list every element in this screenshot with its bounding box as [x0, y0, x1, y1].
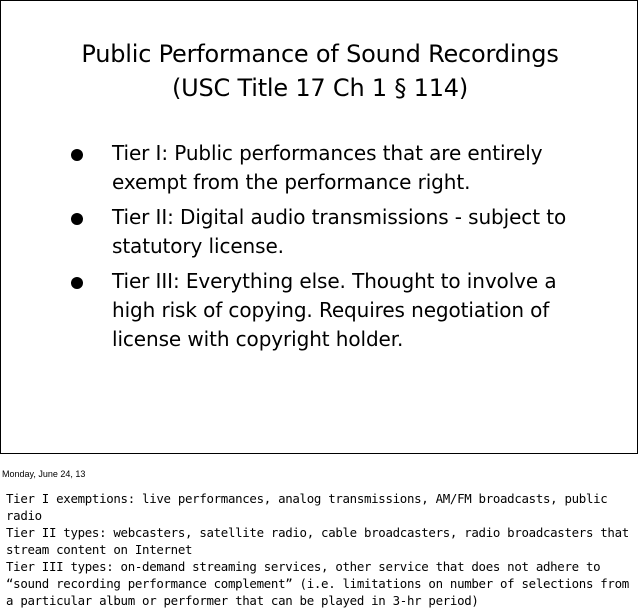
slide-title — [1, 37, 638, 105]
bullet-dot-icon — [71, 149, 83, 161]
bullet-text: Tier I: Public performances that are entirely exempt from the performance right. — [112, 141, 543, 194]
note-line: Tier III types: on-demand streaming services, other service that does not adhere to “sound recording performance complement” (i.e. limitations on number of selections from a particular album or performer that can be played in 3-hr period) — [6, 559, 629, 608]
note-line: Tier II types: webcasters, satellite radio, cable broadcasters, radio broadcasters that stream content on Internet — [6, 525, 629, 557]
bullet-text: Tier II: Digital audio transmissions - subject to statutory license. — [112, 205, 567, 258]
bullet-item-tier-3 — [71, 267, 571, 354]
bullet-dot-icon — [71, 277, 83, 289]
bullet-item-tier-2 — [71, 203, 571, 261]
bullet-item-tier-1 — [71, 139, 571, 197]
bullet-list — [71, 139, 571, 360]
note-line: Tier I exemptions: live performances, analog transmissions, AM/FM broadcasts, public radio — [6, 491, 608, 523]
bullet-text: Tier III: Everything else. Thought to involve a high risk of copying. Requires negotiation of license with copyright holder. — [112, 269, 557, 351]
speaker-notes — [6, 490, 632, 609]
title-line-2: (USC Title 17 Ch 1 § 114) — [171, 74, 469, 102]
title-line-1: Public Performance of Sound Recordings — [81, 40, 559, 68]
slide-date: Monday, June 24, 13 — [2, 469, 86, 479]
bullet-dot-icon — [71, 213, 83, 225]
